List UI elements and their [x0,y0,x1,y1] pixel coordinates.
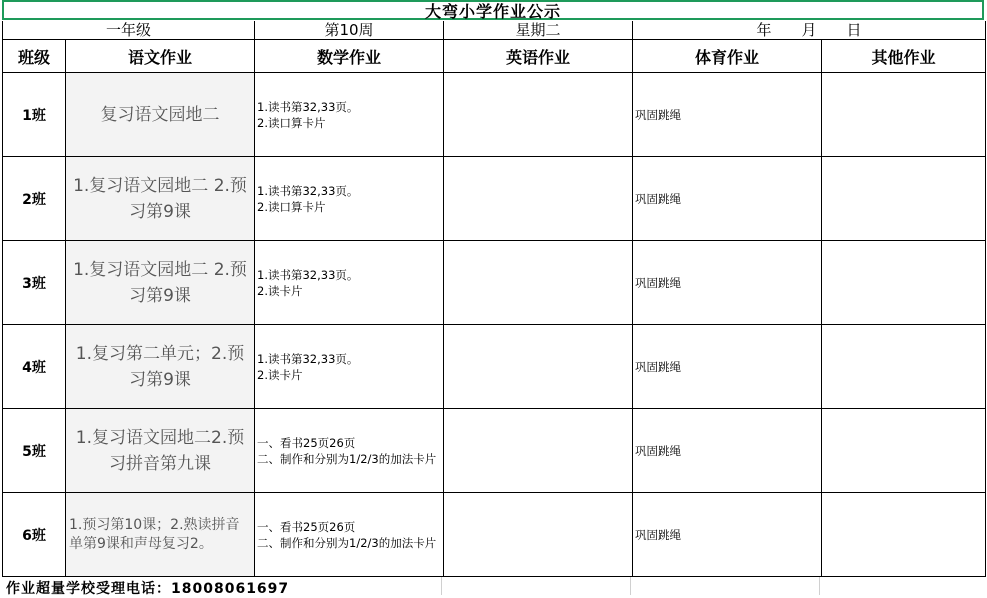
chinese-cell[interactable]: 1.预习第10课；2.熟读拼音单第9课和声母复习2。 [66,493,255,577]
math-cell[interactable]: 一、看书25页26页 二、制作和分别为1/2/3的加法卡片 [255,409,444,493]
header-pe[interactable]: 体育作业 [633,40,822,73]
complaint-hotline: 作业超量学校受理电话：18008061697 [6,581,290,597]
chinese-cell[interactable]: 复习语文园地二 [66,73,255,157]
class-cell[interactable]: 1班 [3,73,66,157]
header-other[interactable]: 其他作业 [822,40,986,73]
other-cell[interactable] [822,493,986,577]
pe-cell[interactable]: 巩固跳绳 [633,325,822,409]
gridline [819,577,820,595]
other-cell[interactable] [822,157,986,241]
math-cell[interactable]: 一、看书25页26页 二、制作和分别为1/2/3的加法卡片 [255,493,444,577]
header-chinese[interactable]: 语文作业 [66,40,255,73]
gridline [441,577,442,595]
week-cell[interactable]: 第10周 [255,21,444,40]
english-cell[interactable] [444,409,633,493]
table-row [3,409,986,493]
header-class[interactable]: 班级 [3,40,66,73]
header-english[interactable]: 英语作业 [444,40,633,73]
pe-cell[interactable]: 巩固跳绳 [633,493,822,577]
table-row [3,157,986,241]
english-cell[interactable] [444,157,633,241]
table-row [3,493,986,577]
english-cell[interactable] [444,73,633,157]
math-cell[interactable]: 1.读书第32,33页。 2.读口算卡片 [255,73,444,157]
chinese-cell[interactable]: 1.复习语文园地二 2.预习第9课 [66,241,255,325]
table-row [3,73,986,157]
other-cell[interactable] [822,73,986,157]
other-cell[interactable] [822,241,986,325]
other-cell[interactable] [822,409,986,493]
class-cell[interactable]: 4班 [3,325,66,409]
math-cell[interactable]: 1.读书第32,33页。 2.读卡片 [255,241,444,325]
gridline [630,577,631,595]
chinese-cell[interactable]: 1.复习语文园地二2.预习拼音第九课 [66,409,255,493]
weekday-cell[interactable]: 星期二 [444,21,633,40]
homework-table [2,21,986,577]
class-cell[interactable]: 5班 [3,409,66,493]
class-cell[interactable]: 2班 [3,157,66,241]
header-row [3,40,986,73]
class-cell[interactable]: 3班 [3,241,66,325]
english-cell[interactable] [444,241,633,325]
sheet-title-bar [2,0,984,20]
math-cell[interactable]: 1.读书第32,33页。 2.读口算卡片 [255,157,444,241]
info-row [3,21,986,40]
math-cell[interactable]: 1.读书第32,33页。 2.读卡片 [255,325,444,409]
chinese-cell[interactable]: 1.复习语文园地二 2.预习第9课 [66,157,255,241]
pe-cell[interactable]: 巩固跳绳 [633,157,822,241]
english-cell[interactable] [444,493,633,577]
grade-cell[interactable]: 一年级 [3,21,255,40]
pe-cell[interactable]: 巩固跳绳 [633,73,822,157]
table-row [3,241,986,325]
sheet-title: 大弯小学作业公示 [424,1,561,21]
class-cell[interactable]: 6班 [3,493,66,577]
chinese-cell[interactable]: 1.复习第二单元；2.预习第9课 [66,325,255,409]
date-cell[interactable]: 年 月 日 [633,21,986,40]
pe-cell[interactable]: 巩固跳绳 [633,241,822,325]
other-cell[interactable] [822,325,986,409]
pe-cell[interactable]: 巩固跳绳 [633,409,822,493]
header-math[interactable]: 数学作业 [255,40,444,73]
table-row [3,325,986,409]
english-cell[interactable] [444,325,633,409]
